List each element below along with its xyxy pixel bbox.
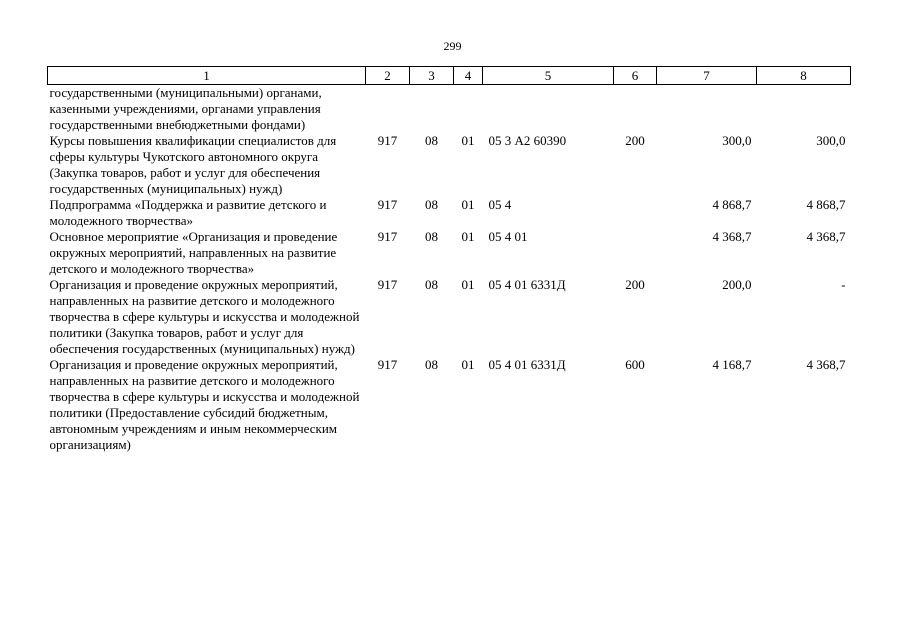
row-code-target: 05 4 01 6331Д bbox=[488, 357, 566, 372]
row-code-subsection: 01 bbox=[461, 357, 475, 372]
row-code-subsection: 01 bbox=[461, 277, 475, 292]
row-code-target: 05 4 01 6331Д bbox=[488, 277, 566, 292]
row-code-expense-type bbox=[614, 85, 657, 134]
column-header-5: 5 bbox=[483, 67, 614, 85]
row-code-subsection: 01 bbox=[461, 133, 475, 148]
column-header-1: 1 bbox=[48, 67, 366, 85]
row-code-section: 08 bbox=[425, 357, 438, 372]
row-code-ministry: 917 bbox=[377, 357, 398, 372]
row-amount-year1 bbox=[657, 85, 757, 134]
row-name: Подпрограмма «Поддержка и развитие детского и молодежного творчества» bbox=[49, 197, 327, 228]
column-header-8: 8 bbox=[757, 67, 851, 85]
table-row bbox=[48, 229, 851, 277]
row-code-expense-type bbox=[614, 229, 657, 277]
row-code-target: 05 3 А2 60390 bbox=[488, 133, 567, 148]
row-amount-year1: 4 168,7 bbox=[712, 357, 752, 372]
row-amount-year2: 4 368,7 bbox=[806, 357, 846, 372]
row-code-section: 08 bbox=[425, 277, 438, 292]
table-row bbox=[48, 133, 851, 197]
column-header-2: 2 bbox=[366, 67, 410, 85]
row-code-subsection bbox=[454, 85, 483, 134]
row-amount-year2: - bbox=[841, 277, 846, 292]
row-code-ministry: 917 bbox=[377, 133, 398, 148]
row-code-subsection: 01 bbox=[461, 229, 475, 244]
table-row bbox=[48, 85, 851, 134]
row-amount-year1: 300,0 bbox=[722, 133, 752, 148]
row-code-target: 05 4 01 bbox=[488, 229, 528, 244]
row-name: государственными (муниципальными) органами, казенными учреждениями, органами управления государственными внебюджетными фондами) bbox=[49, 85, 322, 132]
row-code-expense-type: 600 bbox=[625, 357, 645, 372]
budget-table bbox=[47, 66, 851, 453]
column-header-7: 7 bbox=[657, 67, 757, 85]
row-code-target bbox=[483, 85, 614, 134]
row-amount-year1: 200,0 bbox=[722, 277, 752, 292]
table-row bbox=[48, 197, 851, 229]
column-header-6: 6 bbox=[614, 67, 657, 85]
row-name: Основное мероприятие «Организация и проведение окружных мероприятий, направленных на развитие детского и молодежного творчества» bbox=[49, 229, 338, 276]
row-code-expense-type: 200 bbox=[625, 277, 645, 292]
row-code-target: 05 4 bbox=[488, 197, 512, 212]
row-code-ministry: 917 bbox=[377, 197, 398, 212]
row-code-expense-type bbox=[614, 197, 657, 229]
table-row bbox=[48, 357, 851, 453]
row-code-section: 08 bbox=[425, 197, 438, 212]
row-code-section: 08 bbox=[425, 133, 438, 148]
row-amount-year2: 4 368,7 bbox=[806, 229, 846, 244]
page-number: 299 bbox=[443, 39, 462, 53]
row-amount-year2: 300,0 bbox=[816, 133, 846, 148]
row-amount-year2: 4 868,7 bbox=[806, 197, 846, 212]
row-code-subsection: 01 bbox=[461, 197, 475, 212]
row-name: Организация и проведение окружных мероприятий, направленных на развитие детского и молодежного творчества в сфере культуры и искусства и молодежной политики (Закупка товаров, работ и услуг для обеспечения государственных (муниципальных) нужд) bbox=[49, 277, 360, 356]
row-code-ministry: 917 bbox=[377, 229, 398, 244]
row-code-section: 08 bbox=[425, 229, 438, 244]
row-name: Курсы повышения квалификации специалистов для сферы культуры Чукотского автономного округа (Закупка товаров, работ и услуг для обеспечения государственных (муниципальных) нужд) bbox=[49, 133, 337, 196]
row-code-expense-type: 200 bbox=[625, 133, 645, 148]
column-header-4: 4 bbox=[454, 67, 483, 85]
row-amount-year2 bbox=[757, 85, 851, 134]
row-amount-year1: 4 368,7 bbox=[712, 229, 752, 244]
row-name: Организация и проведение окружных мероприятий, направленных на развитие детского и молодежного творчества в сфере культуры и искусства и молодежной политики (Предоставление субсидий бюджетным, автономным учреждениям и иным некоммерческим организациям) bbox=[49, 357, 360, 452]
row-amount-year1: 4 868,7 bbox=[712, 197, 752, 212]
column-header-3: 3 bbox=[410, 67, 454, 85]
row-code-section bbox=[410, 85, 454, 134]
header-row bbox=[48, 67, 851, 85]
table-row bbox=[48, 277, 851, 357]
row-code-ministry bbox=[366, 85, 410, 134]
row-code-ministry: 917 bbox=[377, 277, 398, 292]
